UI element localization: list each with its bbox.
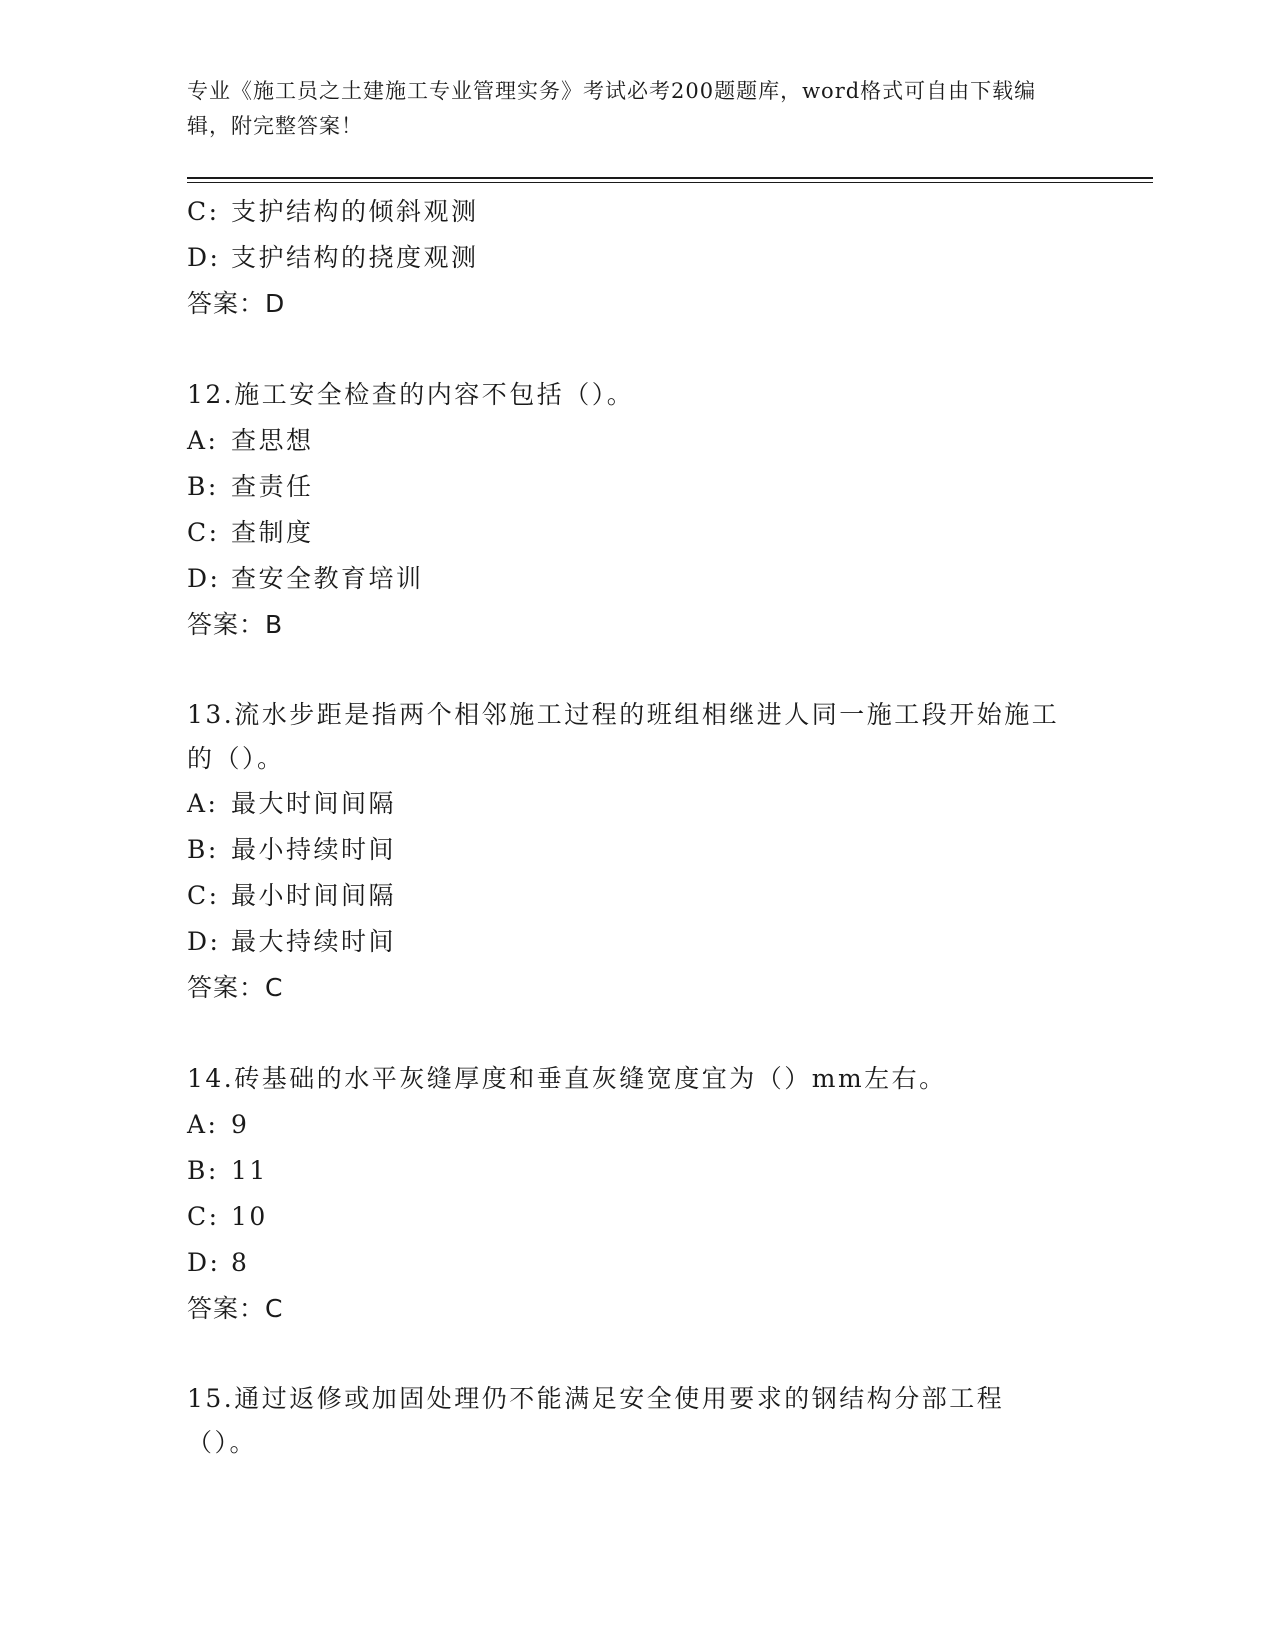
- answer-line: 答案：D: [187, 289, 286, 318]
- option-key: B:: [187, 1156, 219, 1185]
- option-text: 8: [231, 1248, 250, 1277]
- option-line: [187, 1102, 1067, 1148]
- option-key: C:: [187, 1202, 220, 1231]
- answer-line: 答案：C: [187, 973, 284, 1002]
- option-text: 9: [231, 1110, 250, 1139]
- option-text: 支护结构的挠度观测: [231, 243, 479, 272]
- option-text: 最大时间间隔: [231, 789, 397, 818]
- option-key: D:: [187, 927, 221, 956]
- option-key: A:: [187, 789, 219, 818]
- option-text: 11: [231, 1156, 268, 1185]
- option-text: 查安全教育培训: [231, 564, 424, 593]
- option-text: 最大持续时间: [231, 927, 397, 956]
- header-rule-thick: [187, 177, 1153, 179]
- option-line: [187, 781, 1067, 827]
- question-content: [187, 189, 1067, 1465]
- option-key: C:: [187, 518, 220, 547]
- option-line: [187, 464, 1067, 510]
- question-stem: 14.砖基础的水平灰缝厚度和垂直灰缝宽度宜为（）mm左右。: [187, 1064, 947, 1093]
- option-text: 最小时间间隔: [231, 881, 397, 910]
- answer-line: 答案：B: [187, 610, 284, 639]
- option-line: [187, 1240, 1067, 1286]
- answer-line: 答案：C: [187, 1294, 284, 1323]
- document-header: 专业《施工员之土建施工专业管理实务》考试必考200题题库，word格式可自由下载编辑，附完整答案！: [187, 79, 1037, 138]
- option-key: D:: [187, 1248, 221, 1277]
- question-stem: 13.流水步距是指两个相邻施工过程的班组相继进人同一施工段开始施工的（）。: [187, 700, 1060, 773]
- option-text: 查责任: [231, 472, 314, 501]
- option-line: [187, 510, 1067, 556]
- option-key: A:: [187, 426, 219, 455]
- option-key: C:: [187, 881, 220, 910]
- option-text: 10: [231, 1202, 268, 1231]
- option-key: B:: [187, 835, 219, 864]
- option-line: [187, 235, 1067, 281]
- option-key: B:: [187, 472, 219, 501]
- option-key: C:: [187, 197, 220, 226]
- option-line: [187, 873, 1067, 919]
- option-key: D:: [187, 564, 221, 593]
- question-stem: 12.施工安全检查的内容不包括（）。: [187, 380, 635, 409]
- option-text: 最小持续时间: [231, 835, 397, 864]
- option-line: [187, 827, 1067, 873]
- option-text: 查思想: [231, 426, 314, 455]
- header-rule-thin: [187, 182, 1153, 183]
- question-stem: 15.通过返修或加固处理仍不能满足安全使用要求的钢结构分部工程（）。: [187, 1384, 1005, 1457]
- option-line: [187, 1148, 1067, 1194]
- option-line: [187, 556, 1067, 602]
- option-text: 支护结构的倾斜观测: [231, 197, 479, 226]
- option-key: A:: [187, 1110, 219, 1139]
- option-line: [187, 1194, 1067, 1240]
- option-line: [187, 418, 1067, 464]
- option-line: [187, 189, 1067, 235]
- option-key: D:: [187, 243, 221, 272]
- option-text: 查制度: [231, 518, 314, 547]
- option-line: [187, 919, 1067, 965]
